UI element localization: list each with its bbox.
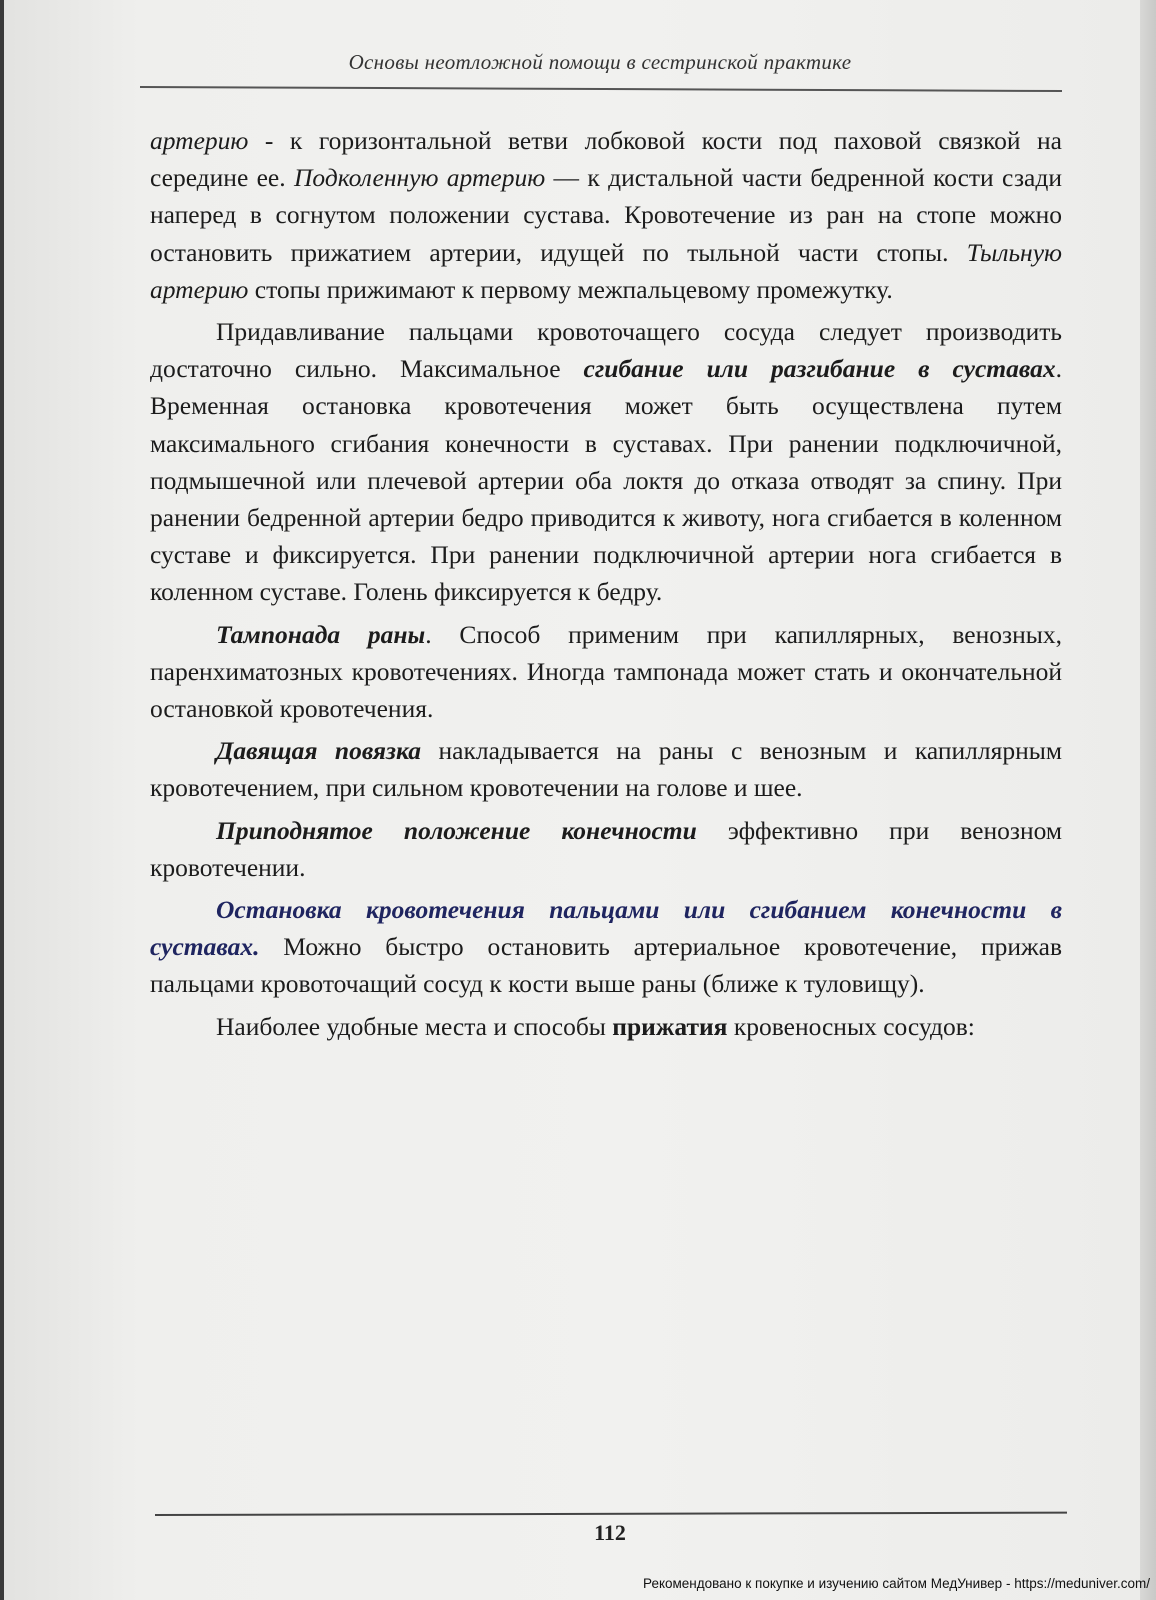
body-text	[150, 122, 1062, 1045]
p3-text: . Способ применим при капиллярных, венозных, паренхиматозных кровотечениях. Иногда тампонада может стать и окончательной остановкой кровотечения.	[150, 619, 1062, 724]
paragraph-1	[150, 122, 1062, 308]
term-compression: прижатия	[612, 1011, 728, 1041]
page-number: 112	[594, 1520, 626, 1545]
p2-text-2: . Временная остановка кровотечения может быть осуществлена путем максимального сгибания конечности в суставах. При ранении подключичной, подмышечной или плечевой артерии оба локтя до отказа отводят за спину. При ранении бедренной артерии бедро приводится к животу, нога сгибается в коленном суставе и фиксируется. При ранении подключичной артерии нога сгибается в коленном суставе. Голень фиксируется к бедру.	[150, 354, 1062, 607]
paragraph-4	[150, 732, 1062, 806]
page-left-edge	[0, 0, 4, 1600]
p2-text-1: Придавливание пальцами кровоточащего сосуда следует производить достаточно сильно. Максимальное	[150, 317, 1062, 384]
p4-text: накладывается на раны с венозным и капиллярным кровотечением, при сильном кровотечении на голове и шее.	[150, 736, 1062, 803]
p5-text: эффективно при венозном кровотечении.	[150, 815, 1062, 882]
term-dorsal-artery: Тыльную артерию	[150, 237, 1062, 304]
paragraph-6	[150, 891, 1062, 1003]
paragraph-3	[150, 616, 1062, 728]
watermark-text: Рекомендовано к покупке и изучению сайтом МедУнивер - https://meduniver.com/	[643, 1576, 1150, 1591]
p1-text-3: стопы прижимают к первому межпальцевому промежутку.	[248, 274, 893, 304]
p6-text: Можно быстро остановить артериальное кровотечение, прижав пальцами кровоточащий сосуд к кости выше раны (ближе к туловищу).	[150, 932, 1062, 999]
term-elevated-limb: Приподнятое положение конечности	[216, 815, 697, 845]
term-pressure-bandage: Давящая повязка	[216, 736, 422, 766]
page-right-edge-shadow	[1140, 0, 1156, 1600]
paragraph-7	[150, 1008, 1062, 1045]
term-flexion-extension: сгибание или разгибание в суставах	[583, 354, 1056, 384]
paragraph-5	[150, 812, 1062, 886]
term-wound-tamponade: Тампонада раны	[216, 619, 426, 649]
header-rule	[140, 86, 1062, 92]
p7-text-2: кровеносных сосудов:	[727, 1011, 975, 1041]
running-header: Основы неотложной помощи в сестринской практике	[348, 50, 852, 74]
p1-text-1: - к горизонтальной ветви лобковой кости под паховой связкой на середине ее.	[150, 126, 1062, 193]
p7-text-1: Наиболее удобные места и способы	[216, 1011, 613, 1041]
term-finger-pressure-flexion: Остановка кровотечения пальцами или сгибанием конечности в суставах.	[150, 895, 1062, 962]
footer-rule	[155, 1512, 1067, 1516]
term-popliteal-artery: Подколенную артерию	[293, 163, 546, 193]
p1-text-2: — к дистальной части бедренной кости сзади наперед в согнутом положении сустава. Кровотечение из ран на стопе можно остановить прижатием артерии, идущей по тыльной части стопы.	[150, 163, 1062, 267]
term-artery: артерию	[150, 126, 249, 155]
paragraph-2	[150, 313, 1062, 611]
